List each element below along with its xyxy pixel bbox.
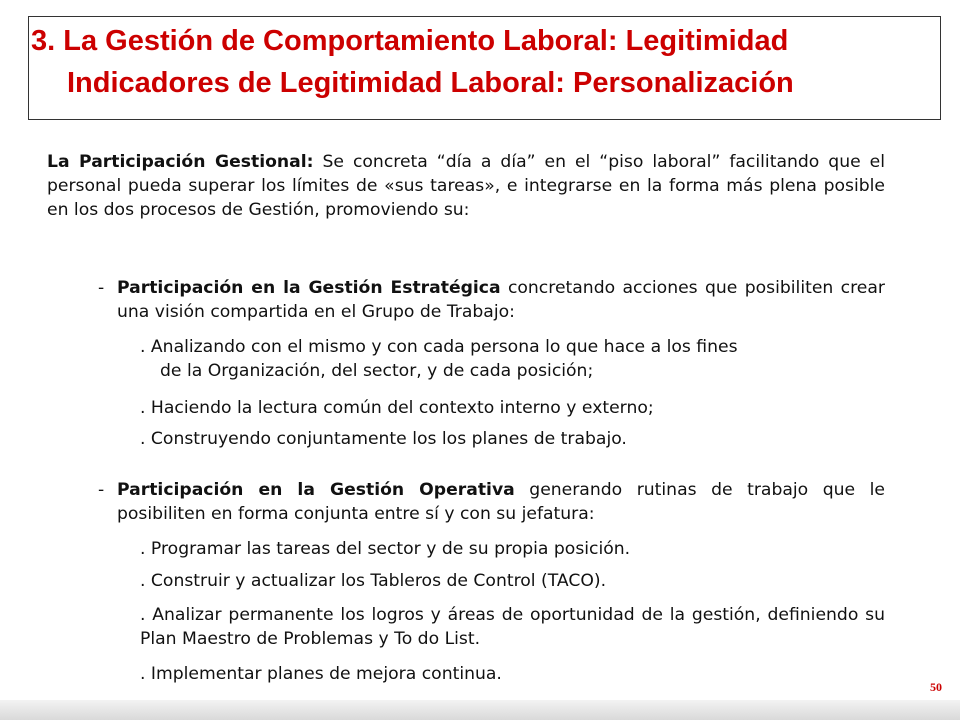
title-box: [28, 16, 941, 120]
bullet-text: . Analizando con el mismo y con cada persona lo que hace a los fines: [140, 337, 738, 357]
section-1-bullet-3: . Construyendo conjuntamente los los planes de trabajo.: [140, 429, 627, 449]
section-2-paragraph: [117, 478, 885, 526]
section-2-bold-label: Participación en la Gestión Operativa: [117, 480, 515, 500]
section-2-bullet-2: . Construir y actualizar los Tableros de Control (TACO).: [140, 571, 607, 591]
intro-text: Se concreta “día a día” en el “piso laboral” facilitando que el personal pueda superar los límites de «sus tareas», e integrarse en la forma más plena posible en los dos procesos de Gestión, promoviendo su:: [47, 152, 885, 220]
intro-bold-label: La Participación Gestional:: [47, 152, 314, 172]
section-1-text: concretando acciones que posibiliten crear una visión compartida en el Grupo de Trabajo:: [117, 278, 885, 322]
section-1-bullet-2: . Haciendo la lectura común del contexto interno y externo;: [140, 398, 654, 418]
slide-title-line-2: Indicadores de Legitimidad Laboral: Personalización: [67, 67, 794, 99]
section-2-bullet-4: . Implementar planes de mejora continua.: [140, 664, 502, 684]
page-number: 50: [930, 680, 942, 694]
section-2-bullet-1: . Programar las tareas del sector y de su propia posición.: [140, 539, 631, 559]
section-1-bold-label: Participación en la Gestión Estratégica: [117, 278, 501, 298]
bullet-continuation: de la Organización, del sector, y de cada posición;: [160, 361, 594, 381]
footer-bar: [0, 700, 960, 720]
section-2-bullet-3: . Analizar permanente los logros y áreas de oportunidad de la gestión, definiendo su Plan Maestro de Problemas y To do List.: [140, 605, 885, 649]
section-1-paragraph: [117, 276, 885, 324]
slide-title-line-1: 3. La Gestión de Comportamiento Laboral: Legitimidad: [31, 25, 789, 57]
section-1-bullet-1: [140, 335, 885, 383]
intro-paragraph: [47, 150, 885, 222]
section-1-dash: -: [98, 278, 105, 298]
section-2-dash: -: [98, 480, 105, 500]
section-2-text: generando rutinas de trabajo que le posibiliten en forma conjunta entre sí y con su jefatura:: [117, 480, 885, 524]
